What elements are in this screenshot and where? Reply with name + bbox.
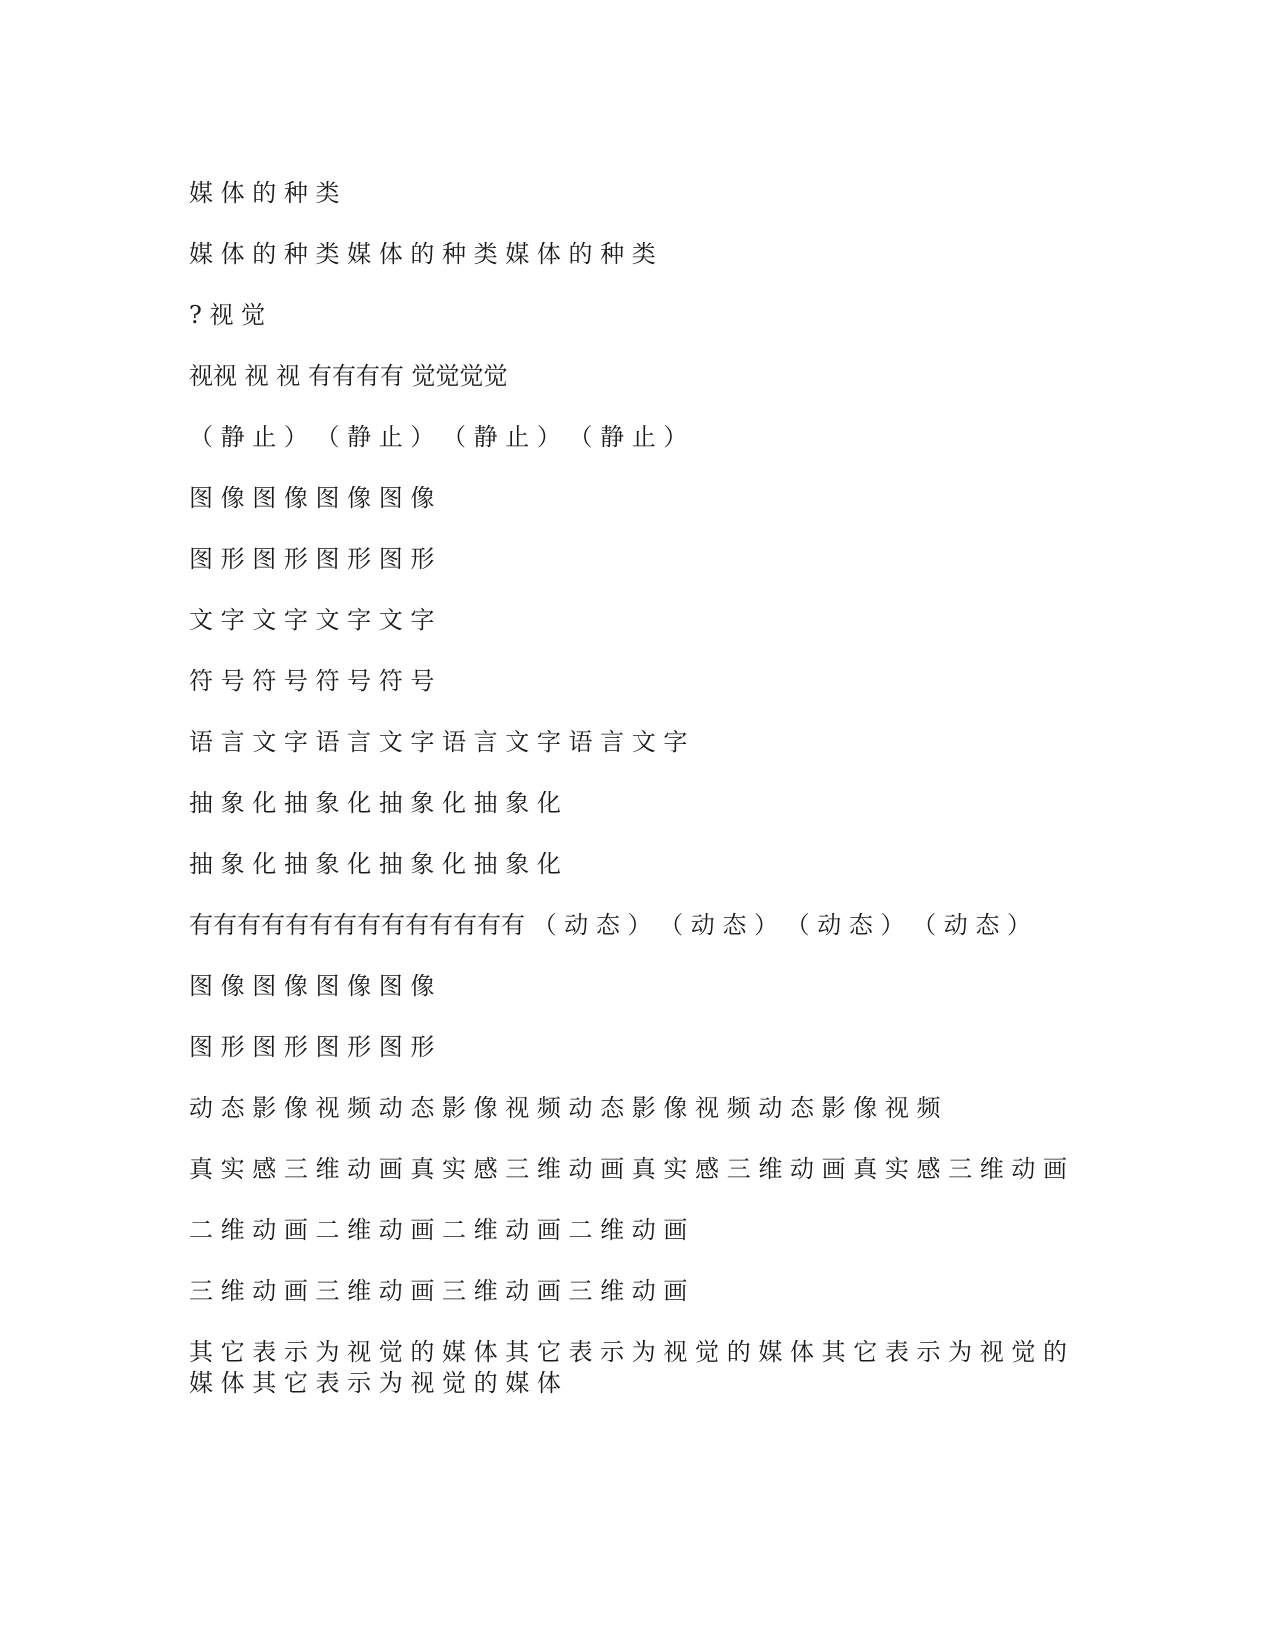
text-line-abstraction-2: 抽 象 化 抽 象 化 抽 象 化 抽 象 化 <box>189 850 561 878</box>
text-line-graphics: 图 形 图 形 图 形 图 形 <box>189 545 435 573</box>
text-line-static: （ 静 止 ） （ 静 止 ） （ 静 止 ） （ 静 止 ） <box>189 423 688 451</box>
text-line-3d-animation: 三 维 动 画 三 维 动 画 三 维 动 画 三 维 动 画 <box>189 1277 688 1305</box>
text-line-2: 媒 体 的 种 类 媒 体 的 种 类 媒 体 的 种 类 <box>189 240 656 268</box>
text-line-video: 动 态 影 像 视 频 动 态 影 像 视 频 动 态 影 像 视 频 动 态 影 像 视 频 <box>189 1094 941 1122</box>
text-line-dynamic: 有有有有有有有有有有有有有有 （ 动 态 ） （ 动 态 ） （ 动 态 ） （ 动 态 ） <box>189 911 1032 939</box>
text-line-3d-realistic: 真 实 感 三 维 动 画 真 实 感 三 维 动 画 真 实 感 三 维 动 画 真 实 感 三 维 动 画 <box>189 1155 1067 1183</box>
text-line-2d-animation: 二 维 动 画 二 维 动 画 二 维 动 画 二 维 动 画 <box>189 1216 688 1244</box>
text-line-text: 文 字 文 字 文 字 文 字 <box>189 606 435 634</box>
text-line-abstraction-1: 抽 象 化 抽 象 化 抽 象 化 抽 象 化 <box>189 789 561 817</box>
text-line-graphics-2: 图 形 图 形 图 形 图 形 <box>189 1033 435 1061</box>
text-line-image: 图 像 图 像 图 像 图 像 <box>189 484 435 512</box>
text-line-visual: ? 视 觉 <box>189 301 266 329</box>
document-body <box>189 178 1089 1429</box>
text-line-4: 视视 视 视 有有有有 觉觉觉觉 <box>189 362 508 390</box>
text-line-image-2: 图 像 图 像 图 像 图 像 <box>189 972 435 1000</box>
heading-media-types: 媒 体 的 种 类 <box>189 179 340 207</box>
text-line-language: 语 言 文 字 语 言 文 字 语 言 文 字 语 言 文 字 <box>189 728 688 756</box>
text-line-other-visual-media: 其 它 表 示 为 视 觉 的 媒 体 其 它 表 示 为 视 觉 的 媒 体 其 它 表 示 为 视 觉 的 媒 体 其 它 表 示 为 视 觉 的 媒 体 <box>189 1338 1075 1397</box>
text-line-symbol: 符 号 符 号 符 号 符 号 <box>189 667 435 695</box>
